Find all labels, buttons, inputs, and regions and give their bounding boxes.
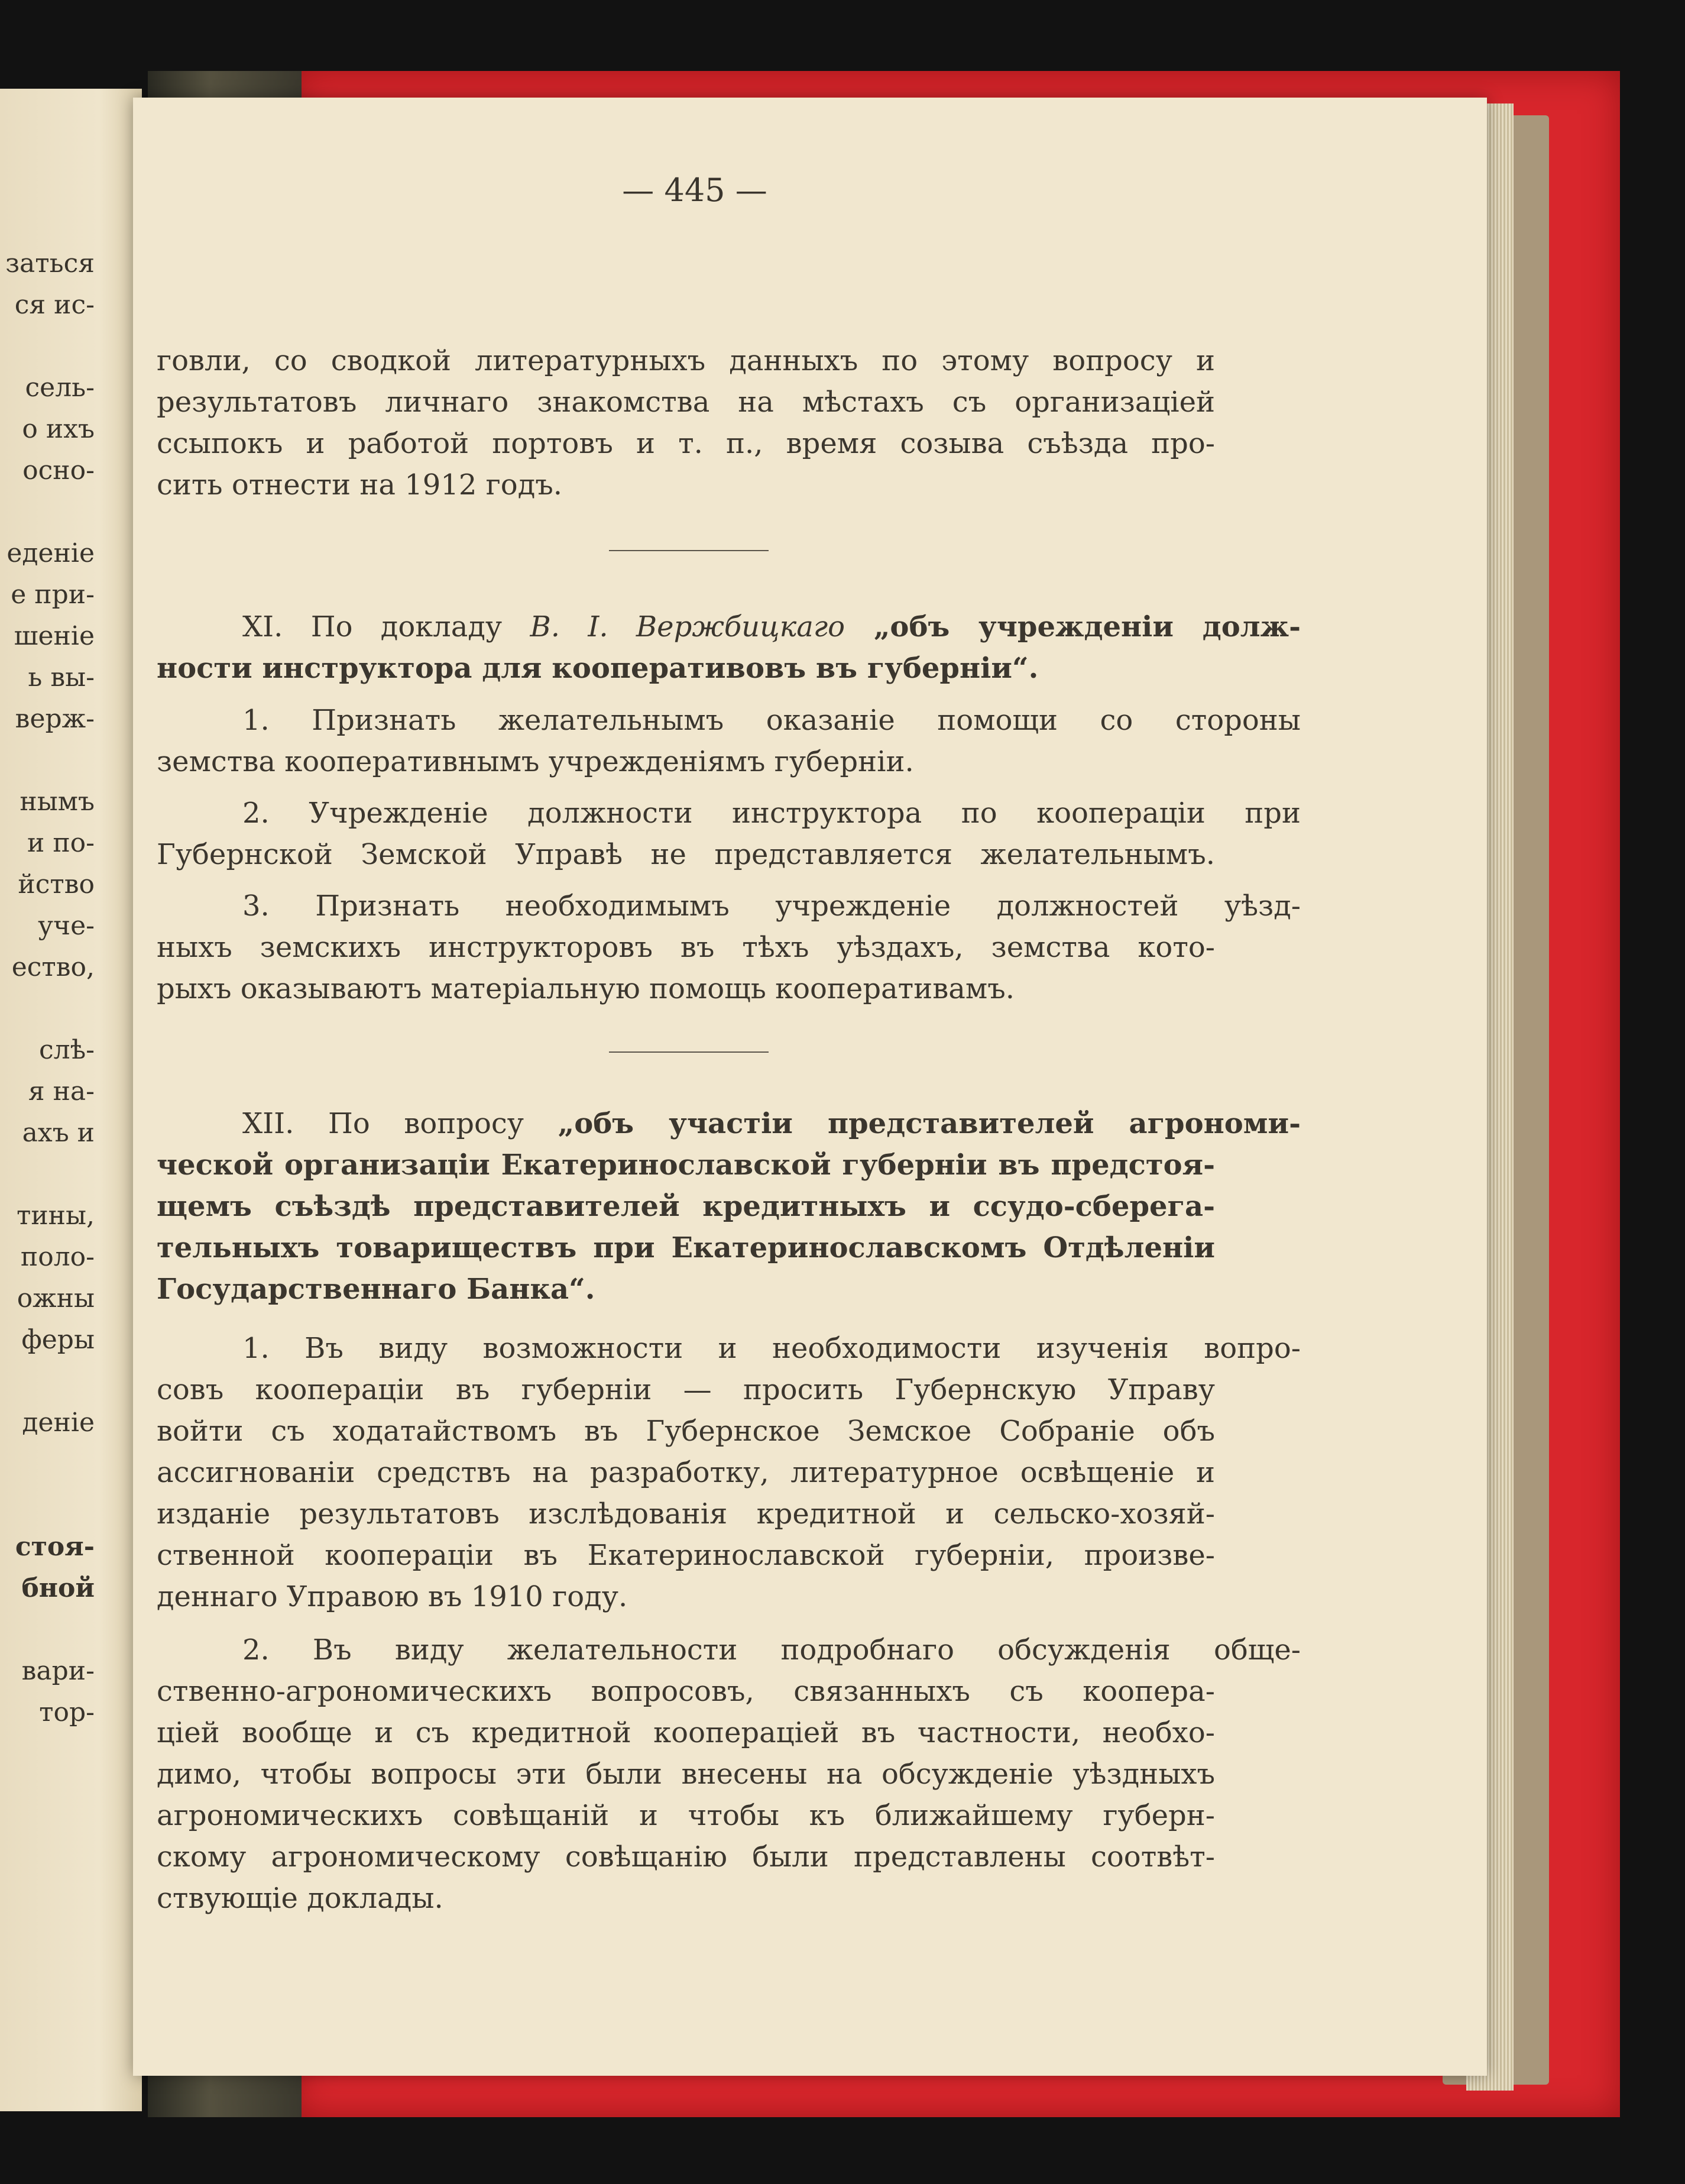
text-line: ссыпокъ и работой портовъ и т. п., время созыва съѣзда про- [157, 427, 1215, 460]
left-page-line: слѣ- [39, 1035, 95, 1065]
heading-bold: „объ учрежденіи долж- [845, 610, 1301, 643]
left-page-line: стоя- [15, 1532, 95, 1562]
left-page-line: и по- [27, 828, 95, 858]
section-heading: Государственнаго Банка“. [157, 1273, 595, 1306]
left-page-line: е при- [11, 580, 95, 610]
text-line: войти съ ходатайствомъ въ Губернское Земское Собраніе объ [157, 1415, 1215, 1448]
text-line: 1. Признать желательнымъ оказаніе помощи со стороны [242, 704, 1301, 737]
text-line: ассигнованіи средствъ на разработку, литературное освѣщеніе и [157, 1456, 1215, 1489]
text-line: ствующіе доклады. [157, 1882, 443, 1915]
section-heading: ческой организаціи Екатеринославской губерніи въ предстоя- [157, 1148, 1215, 1182]
left-page-line: шеніе [14, 621, 95, 651]
left-page-line: бной [21, 1573, 95, 1603]
text-line: ныхъ земскихъ инструкторовъ въ тѣхъ уѣздахъ, земства кото- [157, 931, 1215, 964]
heading-bold: „объ участіи представителей агрономи- [558, 1107, 1301, 1140]
heading-plain: XII. По вопросу [242, 1107, 558, 1140]
text-line: димо, чтобы вопросы эти были внесены на обсужденіе уѣздныхъ [157, 1758, 1215, 1791]
separator [609, 550, 769, 551]
separator [609, 1051, 769, 1053]
left-page-line: поло- [20, 1242, 95, 1272]
section-heading: щемъ съѣздѣ представителей кредитныхъ и ссудо-сберега- [157, 1190, 1215, 1223]
left-page-line: тины, [17, 1201, 95, 1231]
heading-num: XI. По докладу [242, 610, 530, 643]
left-page-line: ся ис- [14, 290, 95, 320]
text-line: Губернской Земской Управѣ не представляется желательнымъ. [157, 838, 1215, 871]
text-line: 3. Признать необходимымъ учрежденіе должностей уѣзд- [242, 889, 1301, 923]
left-page-line: тор- [39, 1697, 95, 1727]
left-page-line: верж- [15, 704, 95, 734]
left-page-line: нымъ [20, 787, 95, 817]
text-line: агрономическихъ совѣщаній и чтобы къ ближайшему губерн- [157, 1799, 1215, 1832]
left-page [0, 89, 142, 2111]
text-line: земства кооперативнымъ учрежденіямъ губерніи. [157, 745, 914, 778]
text-line: ственно-агрономическихъ вопросовъ, связанныхъ съ коопера- [157, 1675, 1215, 1708]
text-line: результатовъ личнаго знакомства на мѣстахъ съ организацiей [157, 386, 1215, 419]
text-line: 1. Въ виду возможности и необходимости изученія вопро- [242, 1332, 1301, 1365]
left-page-line: осно- [22, 455, 95, 486]
left-page-line: деніе [22, 1408, 95, 1438]
text-line: 2. Учрежденіе должности инструктора по коопераціи при [242, 797, 1301, 830]
left-page-line: йство [18, 869, 95, 900]
left-page-line: феры [21, 1325, 95, 1355]
text-line: скому агрономическому совѣщанію были представлены соотвѣт- [157, 1840, 1215, 1874]
left-page-line: я на- [28, 1076, 95, 1106]
text-line: 2. Въ виду желательности подробнаго обсужденія обще- [242, 1633, 1301, 1667]
text-line: рыхъ оказываютъ матеріальную помощь кооперативамъ. [157, 972, 1015, 1005]
section-heading: ности инструктора для кооперативовъ въ губерніи“. [157, 652, 1039, 685]
left-page-line: еденіе [7, 538, 95, 568]
section-heading [157, 1106, 1301, 1141]
text-line: говли, со сводкой литературныхъ данныхъ по этому вопросу и [157, 344, 1215, 377]
left-page-line: ество, [11, 952, 95, 982]
section-heading [157, 609, 1301, 645]
left-page-line: уче- [38, 911, 95, 941]
text-line: ственной коопераціи въ Екатеринославской губерніи, произве- [157, 1539, 1215, 1572]
left-page-line: вари- [21, 1656, 95, 1686]
text-line: сить отнести на 1912 годъ. [157, 468, 563, 501]
heading-author: В. I. Вержбицкаго [530, 610, 845, 643]
section-heading: тельныхъ товариществъ при Екатеринославскомъ Отдѣленіи [157, 1231, 1215, 1264]
left-page-line: о ихъ [22, 414, 95, 444]
text-line: деннаго Управою въ 1910 году. [157, 1580, 628, 1613]
page-number: — 445 — [622, 172, 767, 209]
left-page-line: заться [5, 248, 95, 279]
left-page-line: ожны [17, 1283, 95, 1313]
left-page-line: ахъ и [22, 1118, 95, 1148]
text-line: изданіе результатовъ изслѣдованія кредитной и сельско-хозяй- [157, 1497, 1215, 1531]
left-page-line: ь вы- [28, 662, 95, 693]
left-page-line: сель- [25, 373, 95, 403]
text-line: ціей вообще и съ кредитной коопераціей въ частности, необхо- [157, 1716, 1215, 1749]
text-line: совъ коопераціи въ губерніи — просить Губернскую Управу [157, 1373, 1215, 1406]
